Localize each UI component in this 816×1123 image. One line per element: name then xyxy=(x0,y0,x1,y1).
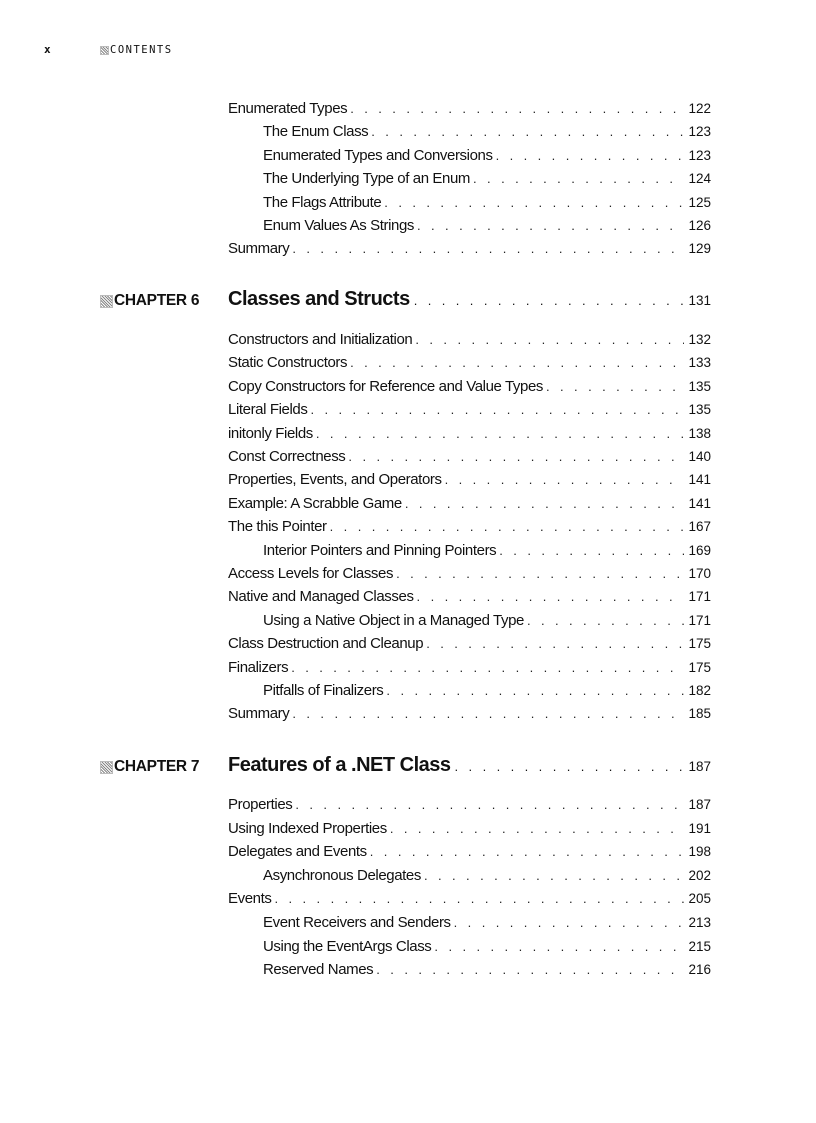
toc-entry-page: 182 xyxy=(688,683,711,698)
toc-entry-title: The Underlying Type of an Enum xyxy=(263,170,471,188)
toc-entry-page: 191 xyxy=(688,820,711,836)
toc-entry-title: Enumerated Types xyxy=(228,100,348,117)
toc-entry-title: Using Indexed Properties xyxy=(228,819,387,837)
section-title: CONTENTS xyxy=(110,44,173,56)
chapter-marker-icon xyxy=(100,761,113,774)
toc-entry-title: Literal Fields xyxy=(228,401,308,419)
toc-entry-title: Enumerated Types and Conversions xyxy=(263,146,493,164)
toc-entry[interactable] xyxy=(228,587,711,607)
dot-leader xyxy=(350,353,684,373)
toc-entry-title: The Flags Attribute xyxy=(263,193,382,211)
toc-entry-title: The Enum Class xyxy=(263,123,369,141)
toc-entry[interactable] xyxy=(228,517,711,537)
toc-entry-page: 216 xyxy=(688,962,711,978)
chapter-6-title: Classes and Structs xyxy=(228,288,410,310)
toc-entry-title: Properties, Events, and Operators xyxy=(228,471,442,489)
toc-entry-page: 125 xyxy=(688,194,711,210)
toc-entry[interactable] xyxy=(263,216,711,236)
toc-entry[interactable] xyxy=(228,658,711,678)
chapter-7-page: 187 xyxy=(688,759,711,774)
dot-leader xyxy=(405,494,685,514)
dot-leader xyxy=(376,960,684,980)
toc-entry-page: 187 xyxy=(688,797,711,812)
dot-leader xyxy=(396,564,684,584)
toc-entry[interactable] xyxy=(263,681,711,701)
toc-entry-page: 170 xyxy=(688,566,711,581)
chapter-6-label xyxy=(100,291,199,311)
toc-entry[interactable] xyxy=(228,889,711,909)
toc-entry-page: 175 xyxy=(688,636,711,652)
dot-leader xyxy=(496,146,685,166)
toc-entry-page: 123 xyxy=(688,124,711,140)
toc-entry-title: Summary xyxy=(228,705,290,723)
toc-entry-title: Interior Pointers and Pinning Pointers xyxy=(263,541,497,559)
toc-entry[interactable] xyxy=(228,564,711,584)
toc-entry-page: 202 xyxy=(688,867,711,883)
dot-leader xyxy=(390,819,685,839)
toc-entry[interactable] xyxy=(228,494,711,514)
dot-leader xyxy=(291,658,684,678)
dot-leader xyxy=(274,889,684,909)
toc-entry-page: 167 xyxy=(688,519,711,535)
toc-entry-page: 169 xyxy=(688,542,711,558)
toc-entry[interactable] xyxy=(263,122,711,142)
toc-entry[interactable] xyxy=(263,541,711,561)
toc-entry-page: 132 xyxy=(688,332,711,347)
toc-entry-page: 185 xyxy=(688,706,711,722)
toc-entry[interactable] xyxy=(228,634,711,654)
dot-leader xyxy=(424,866,685,886)
dot-leader xyxy=(292,239,684,259)
dot-leader xyxy=(348,447,684,467)
dot-leader xyxy=(316,424,685,444)
toc-entry-title: Properties xyxy=(228,796,293,813)
toc-entry-page: 213 xyxy=(688,915,711,930)
toc-entry[interactable] xyxy=(263,960,711,980)
dot-leader xyxy=(426,634,684,654)
toc-entry-page: 215 xyxy=(688,938,711,954)
toc-entry-page: 135 xyxy=(688,402,711,418)
dot-leader xyxy=(295,795,684,815)
toc-entry-title: Asynchronous Delegates xyxy=(263,866,421,884)
toc-entry-title: Copy Constructors for Reference and Value Types xyxy=(228,377,543,395)
toc-entry-title: Summary xyxy=(228,240,290,258)
toc-entry-page: 123 xyxy=(688,147,711,163)
toc-entry[interactable] xyxy=(228,704,711,724)
toc-entry-page: 141 xyxy=(688,495,711,511)
page-header xyxy=(0,43,816,59)
toc-entry[interactable] xyxy=(263,169,711,189)
chapter-6-heading[interactable] xyxy=(228,288,711,314)
toc-entry-page: 122 xyxy=(688,101,711,116)
toc-entry[interactable] xyxy=(228,99,711,119)
dot-leader xyxy=(292,704,684,724)
toc-entry[interactable] xyxy=(228,400,711,420)
toc-entry[interactable] xyxy=(228,239,711,259)
toc-entry-page: 171 xyxy=(688,589,711,605)
dot-leader xyxy=(417,587,685,607)
chapter-6-label-text: CHAPTER 6 xyxy=(114,292,200,309)
chapter-7-heading[interactable] xyxy=(228,754,711,780)
dot-leader xyxy=(445,470,685,490)
dot-leader xyxy=(350,99,684,119)
toc-entry-title: initonly Fields xyxy=(228,424,313,442)
dot-leader xyxy=(370,842,685,862)
dot-leader xyxy=(310,400,684,420)
chapter-marker-icon xyxy=(100,295,113,308)
toc-entry-page: 129 xyxy=(688,241,711,257)
dot-leader xyxy=(434,937,684,957)
toc-entry-page: 126 xyxy=(688,218,711,233)
dot-leader xyxy=(417,216,684,236)
toc-entry[interactable] xyxy=(228,470,711,490)
toc-entry-title: Class Destruction and Cleanup xyxy=(228,635,424,653)
toc-entry-title: Const Correctness xyxy=(228,448,346,465)
toc-entry-page: 133 xyxy=(688,355,711,371)
toc-entry-title: The this Pointer xyxy=(228,518,327,536)
toc-entry-title: Example: A Scrabble Game xyxy=(228,494,402,512)
dot-leader xyxy=(527,611,685,631)
dot-leader xyxy=(473,169,684,189)
dot-leader xyxy=(330,517,685,537)
dot-leader xyxy=(454,913,685,933)
toc-entry[interactable] xyxy=(228,819,711,839)
toc-entry-title: Using a Native Object in a Managed Type xyxy=(263,611,524,629)
toc-entry[interactable] xyxy=(228,330,711,350)
toc-entry-page: 171 xyxy=(688,612,711,628)
toc-entry-page: 124 xyxy=(688,171,711,187)
toc-entry-page: 175 xyxy=(688,659,711,675)
dot-leader xyxy=(415,330,684,350)
toc-entry-title: Events xyxy=(228,890,272,908)
dot-leader xyxy=(455,759,685,774)
toc-entry[interactable] xyxy=(263,913,711,933)
toc-entry[interactable] xyxy=(228,842,711,862)
toc-entry-page: 138 xyxy=(688,425,711,441)
toc-entry[interactable] xyxy=(263,611,711,631)
toc-entry-title: Constructors and Initialization xyxy=(228,331,413,348)
toc-entry-page: 135 xyxy=(688,378,711,394)
toc-entry[interactable] xyxy=(263,866,711,886)
dot-leader xyxy=(384,193,684,213)
toc-entry[interactable] xyxy=(228,447,711,467)
toc-entry-title: Delegates and Events xyxy=(228,843,367,861)
toc-entry-title: Native and Managed Classes xyxy=(228,588,414,606)
toc-entry-title: Pitfalls of Finalizers xyxy=(263,682,384,699)
dot-leader xyxy=(371,122,684,142)
toc-entry-title: Using the EventArgs Class xyxy=(263,937,432,955)
chapter-7-label xyxy=(100,757,199,777)
toc-entry[interactable] xyxy=(228,424,711,444)
toc-entry-title: Reserved Names xyxy=(263,961,374,979)
dot-leader xyxy=(546,377,684,397)
chapter-6-page: 131 xyxy=(688,293,711,308)
toc-entry-page: 198 xyxy=(688,844,711,860)
toc-entry-title: Event Receivers and Senders xyxy=(263,914,451,931)
toc-entry-page: 140 xyxy=(688,449,711,464)
toc-entry-page: 141 xyxy=(688,472,711,488)
page-number: x xyxy=(44,43,51,56)
toc-entry-title: Access Levels for Classes xyxy=(228,565,394,582)
section-marker-icon xyxy=(100,46,109,55)
toc-entry[interactable] xyxy=(263,937,711,957)
toc-entry[interactable] xyxy=(228,353,711,373)
toc-entry-title: Enum Values As Strings xyxy=(263,217,414,234)
toc-entry-page: 205 xyxy=(688,891,711,907)
chapter-7-label-text: CHAPTER 7 xyxy=(114,758,200,775)
toc-entry[interactable] xyxy=(263,146,711,166)
toc-entry[interactable] xyxy=(228,795,711,815)
dot-leader xyxy=(386,681,684,701)
toc-entry[interactable] xyxy=(263,193,711,213)
toc-entry-title: Static Constructors xyxy=(228,354,348,372)
dot-leader xyxy=(499,541,684,561)
dot-leader xyxy=(414,293,685,308)
toc-entry-title: Finalizers xyxy=(228,658,289,676)
chapter-7-title: Features of a .NET Class xyxy=(228,754,451,776)
toc-entry[interactable] xyxy=(228,377,711,397)
